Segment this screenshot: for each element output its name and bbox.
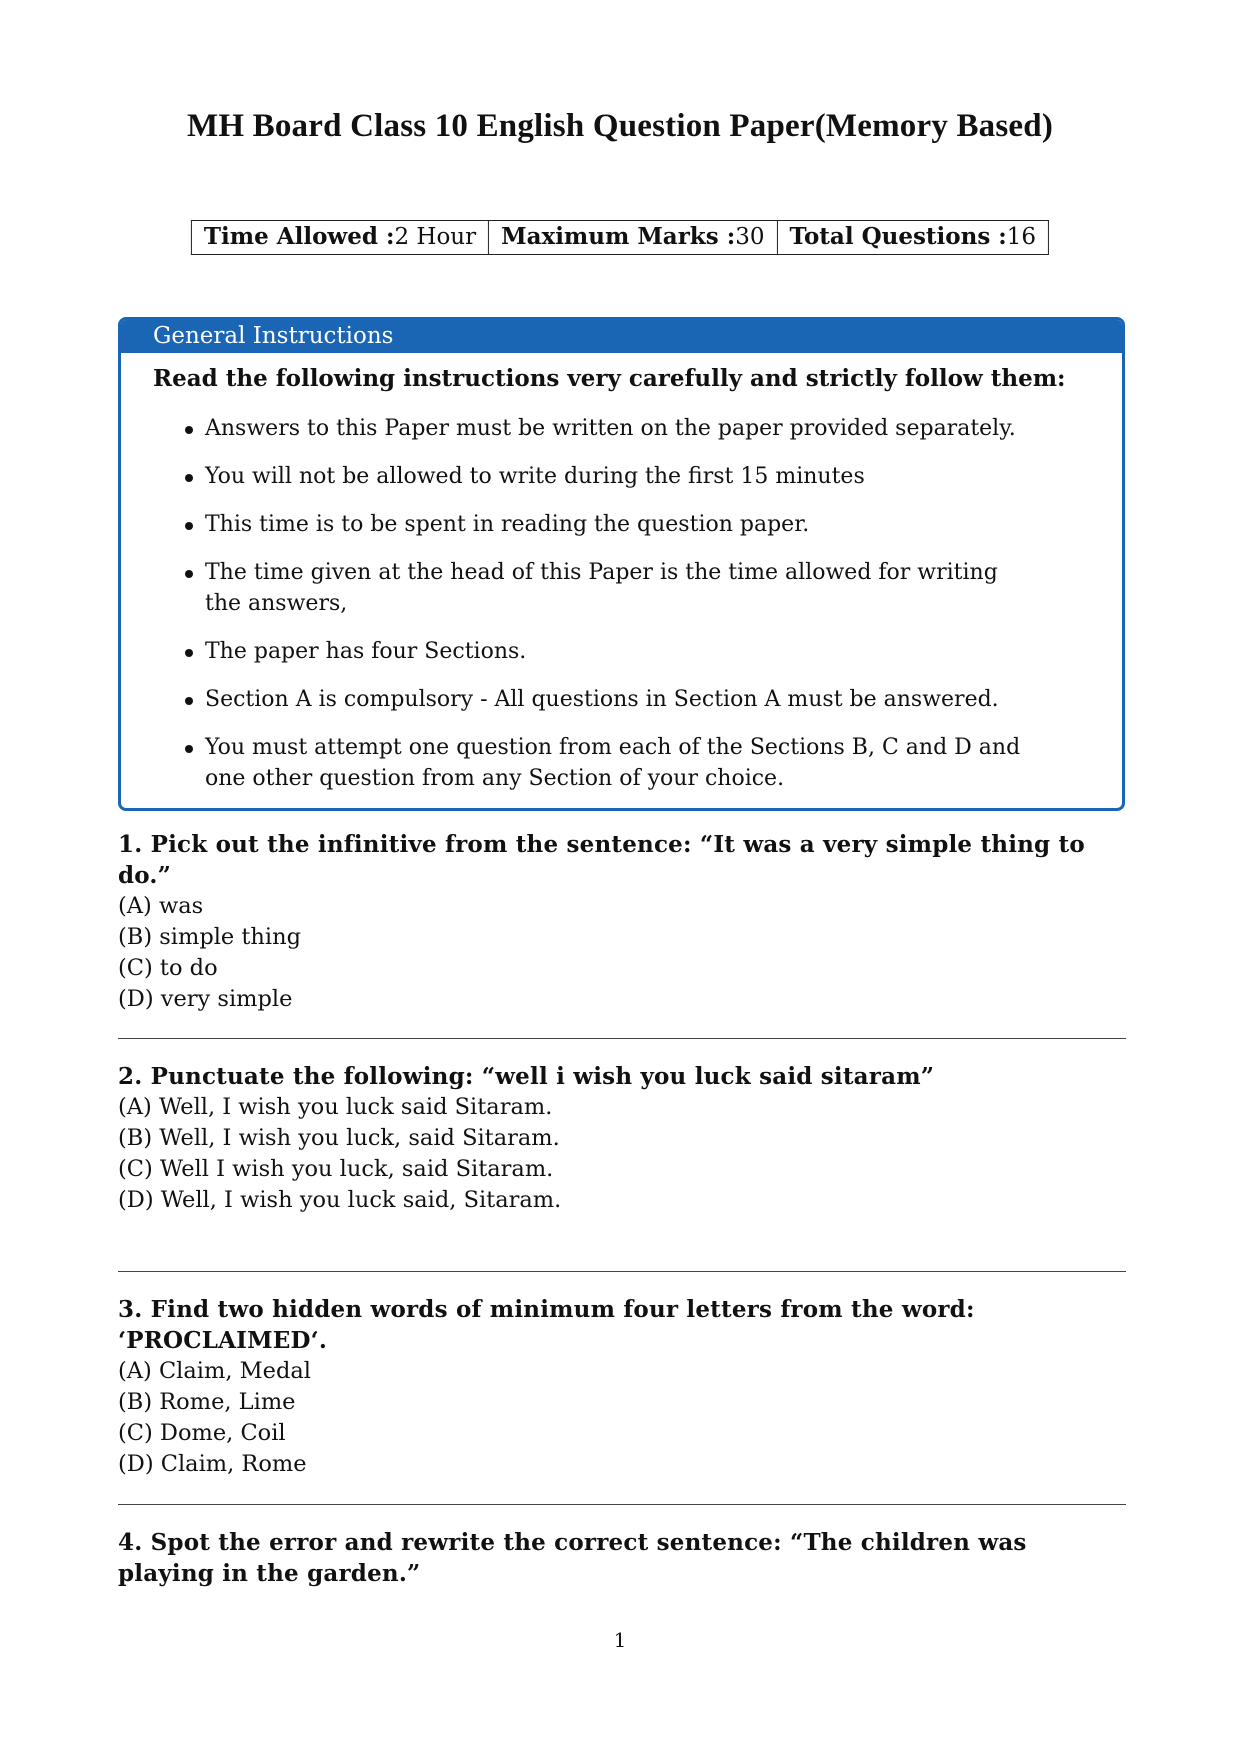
- question-2-text: 2. Punctuate the following: “well i wish you luck said sitaram”: [118, 1063, 935, 1090]
- instruction-item: This time is to be spent in reading the question paper.: [205, 509, 1122, 540]
- question-4-text: 4. Spot the error and rewrite the correct sentence: “The children was playing in the garden.”: [118, 1529, 1027, 1587]
- max-marks-label: Maximum Marks :: [501, 223, 736, 250]
- max-marks-value: 30: [735, 224, 765, 250]
- option-b: (B) Rome, Lime: [118, 1389, 296, 1415]
- question-divider: [118, 1504, 1126, 1505]
- option-a: (A) was: [118, 893, 204, 919]
- question-3-options: [118, 1356, 1126, 1480]
- instruction-item: The paper has four Sections.: [205, 636, 1122, 667]
- instruction-item: You will not be allowed to write during the first 15 minutes: [205, 461, 1122, 492]
- question-1: [118, 829, 1126, 1015]
- option-c: (C) Well I wish you luck, said Sitaram.: [118, 1156, 554, 1182]
- question-1-text: 1. Pick out the infinitive from the sentence: “It was a very simple thing to do.”: [118, 831, 1085, 889]
- question-1-options: [118, 891, 1126, 1015]
- general-instructions-box: [118, 317, 1125, 811]
- max-marks-cell: [489, 221, 777, 255]
- option-b: (B) Well, I wish you luck, said Sitaram.: [118, 1125, 560, 1151]
- time-allowed-cell: [191, 221, 488, 255]
- total-questions-value: 16: [1006, 224, 1037, 250]
- exam-meta-table: [191, 220, 1049, 255]
- instructions-list: [121, 413, 1122, 794]
- instruction-item: Section A is compulsory - All questions in Section A must be answered.: [205, 684, 1122, 715]
- time-allowed-label: Time Allowed :: [203, 223, 395, 250]
- question-3: [118, 1294, 1126, 1480]
- time-allowed-value: 2 Hour: [394, 224, 477, 250]
- option-c: (C) to do: [118, 955, 218, 981]
- option-d: (D) Claim, Rome: [118, 1451, 307, 1477]
- question-2: [118, 1061, 1126, 1216]
- question-2-options: [118, 1092, 1126, 1216]
- question-4: [118, 1527, 1126, 1589]
- option-a: (A) Claim, Medal: [118, 1358, 311, 1384]
- option-b: (B) simple thing: [118, 924, 302, 950]
- question-3-text: 3. Find two hidden words of minimum four letters from the word: ‘PROCLAIMED‘.: [118, 1296, 975, 1354]
- instructions-heading: General Instructions: [121, 320, 1122, 353]
- total-questions-cell: [777, 221, 1049, 255]
- instructions-lead: Read the following instructions very carefully and strictly follow them:: [153, 365, 1066, 392]
- page-number: 1: [613, 1628, 627, 1652]
- total-questions-label: Total Questions :: [789, 223, 1007, 250]
- question-divider: [118, 1038, 1126, 1039]
- page-title: MH Board Class 10 English Question Paper(Memory Based): [186, 108, 1054, 144]
- option-a: (A) Well, I wish you luck said Sitaram.: [118, 1094, 553, 1120]
- option-d: (D) Well, I wish you luck said, Sitaram.: [118, 1187, 562, 1213]
- instruction-item: The time given at the head of this Paper is the time allowed for writing the answers,: [205, 557, 1122, 619]
- question-divider: [118, 1271, 1126, 1272]
- instruction-item: Answers to this Paper must be written on the paper provided separately.: [205, 413, 1122, 444]
- instruction-item: You must attempt one question from each of the Sections B, C and D and one other question from any Section of your choice.: [205, 732, 1122, 794]
- option-c: (C) Dome, Coil: [118, 1420, 286, 1446]
- option-d: (D) very simple: [118, 986, 293, 1012]
